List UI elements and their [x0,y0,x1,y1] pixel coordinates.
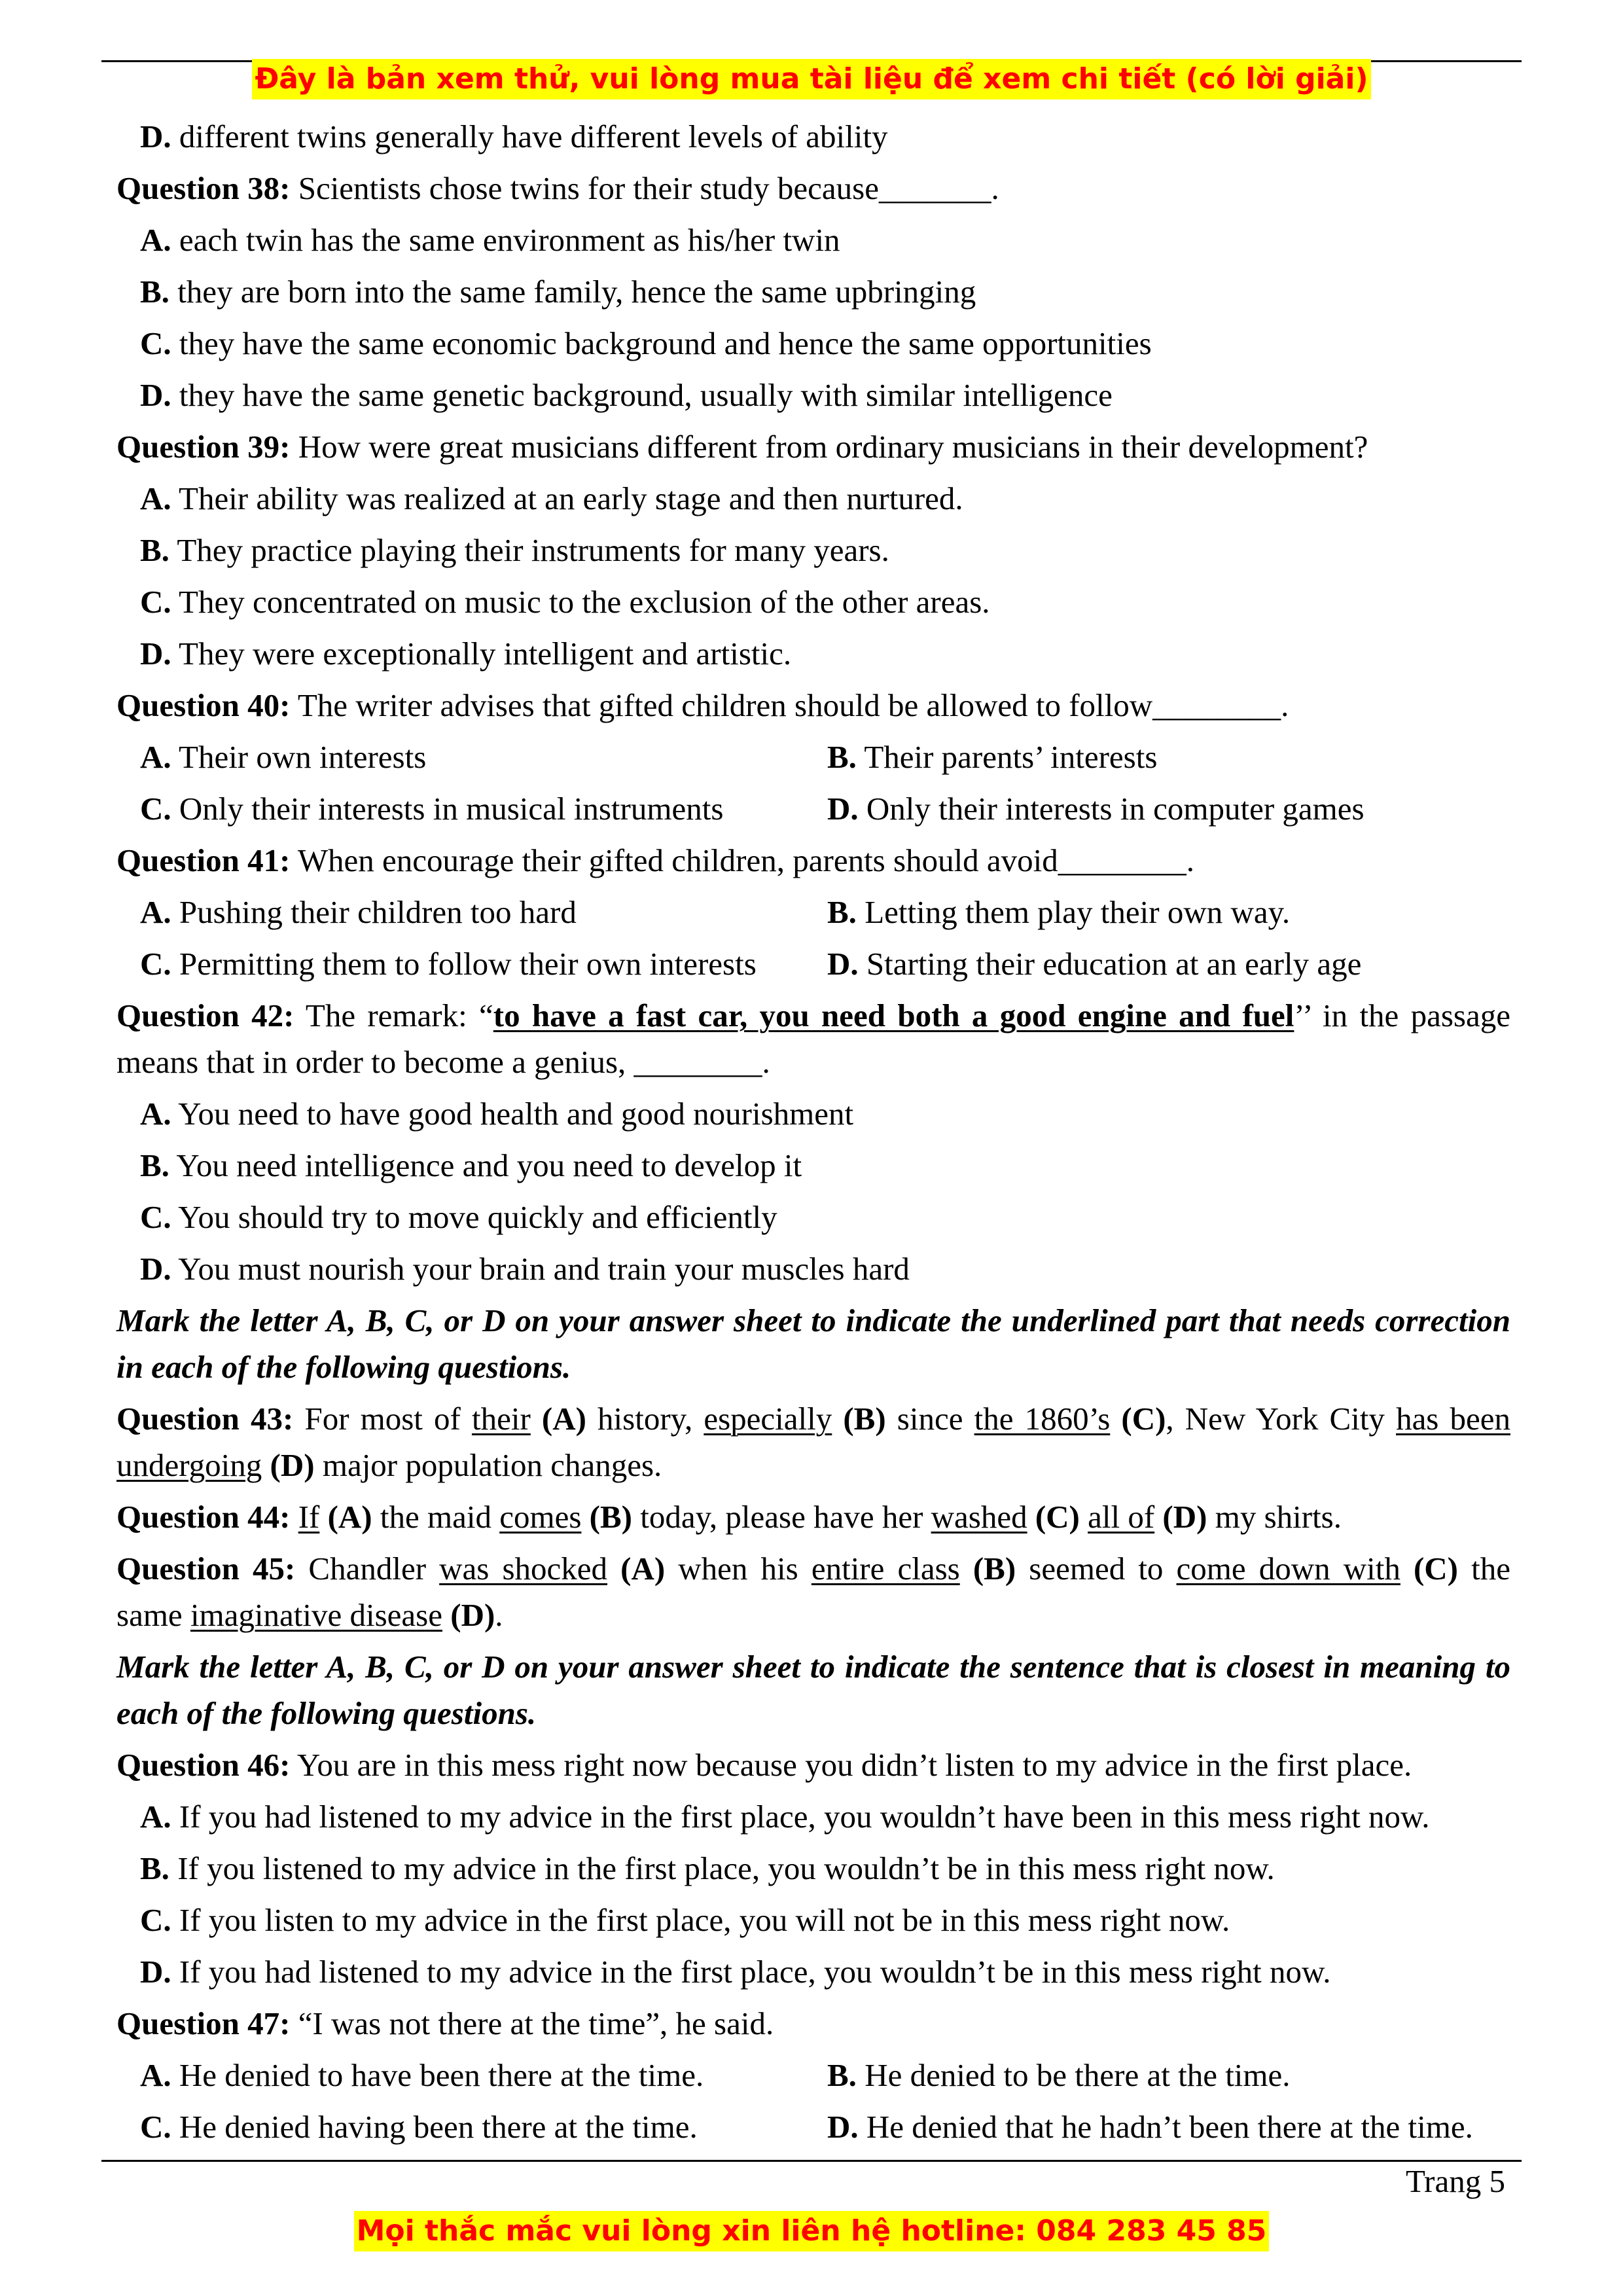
q47-option-c: C. He denied having been there at the time. [140,2109,698,2145]
q45-part-a: was shocked [439,1551,608,1587]
q38-stem: Question 38: Scientists chose twins for their study because_______. [116,170,999,206]
q44-part-b: comes [499,1499,582,1535]
q39-option-a: A. Their ability was realized at an early stage and then nurtured. [140,480,963,516]
q45-part-b: entire class [811,1551,960,1587]
q44-part-a: If [298,1499,320,1535]
q42-option-c: C. You should try to move quickly and efficiently [140,1199,777,1235]
q42-option-d: D. You must nourish your brain and train your muscles hard [140,1251,910,1287]
q38-option-c: C. they have the same economic background and hence the same opportunities [140,325,1152,361]
q46-stem: Question 46: You are in this mess right now because you didn’t listen to my advice in the first place. [116,1747,1412,1783]
q44-part-c: washed [931,1499,1027,1535]
q39-stem: Question 39: How were great musicians different from ordinary musicians in their development? [116,429,1368,465]
q40-option-d: D. Only their interests in computer games [827,791,1364,827]
preview-banner-wrap [0,59,1623,99]
q38-option-b: B. they are born into the same family, hence the same upbringing [140,274,976,310]
q45-line1: Question 45: Chandler was shocked (A) when his entire class (B) seemed to come down with (C) the [116,1551,1510,1587]
q41-option-c: C. Permitting them to follow their own interests [140,946,757,982]
footer-rule [101,2160,1522,2162]
q45-line2: same imaginative disease (D). [116,1597,503,1633]
q41-option-d: D. Starting their education at an early age [827,946,1362,982]
q41-stem: Question 41: When encourage their gifted children, parents should avoid________. [116,842,1195,878]
q47-option-d: D. He denied that he hadn’t been there at the time. [827,2109,1473,2145]
q45-part-c: come down with [1176,1551,1400,1587]
q38-option-d: D. they have the same genetic background, usually with similar intelligence [140,377,1113,413]
q39-option-d: D. They were exceptionally intelligent and artistic. [140,636,792,672]
hotline-notice: Mọi thắc mắc vui lòng xin liên hệ hotline: 084 283 45 85 [354,2211,1270,2251]
q40-option-b: B. Their parents’ interests [827,739,1158,775]
q47-stem: Question 47: “I was not there at the time”, he said. [116,2005,774,2041]
q43-line1: Question 43: For most of their (A) history, especially (B) since the 1860’s (C), New York City has been [116,1401,1510,1437]
instruction-meaning-line1: Mark the letter A, B, C, or D on your answer sheet to indicate the sentence that is closest in meaning to [116,1649,1510,1685]
q42-option-a: A. You need to have good health and good nourishment [140,1096,854,1132]
q47-option-a: A. He denied to have been there at the time. [140,2057,704,2093]
q42-stem: Question 42: The remark: “to have a fast car, you need both a good engine and fuel’’ in the passage [116,997,1510,1033]
q46-option-a: A. If you had listened to my advice in the first place, you wouldn’t have been in this mess right now. [140,1799,1430,1835]
q43-part-b: especially [704,1401,832,1437]
q43-line2: undergoing (D) major population changes. [116,1447,662,1483]
q38-option-a: A. each twin has the same environment as his/her twin [140,222,840,258]
q44-part-d: all of [1088,1499,1155,1535]
q43-part-d-1: has been [1396,1401,1510,1437]
preview-notice: Đây là bản xem thử, vui lòng mua tài liệu để xem chi tiết (có lời giải) [252,59,1370,99]
q40-option-a: A. Their own interests [140,739,427,775]
q45-part-d: imaginative disease [190,1597,442,1633]
hotline-banner-wrap [0,2211,1623,2251]
instruction-error-id-line2: in each of the following questions. [116,1349,571,1385]
q47-option-b: B. He denied to be there at the time. [827,2057,1291,2093]
q43-part-d-2: undergoing [116,1447,262,1483]
q44-line: Question 44: If (A) the maid comes (B) today, please have her washed (C) all of (D) my shirts. [116,1499,1342,1535]
q39-option-b: B. They practice playing their instruments for many years. [140,532,889,568]
instruction-error-id-line1: Mark the letter A, B, C, or D on your answer sheet to indicate the underlined part that needs correction [116,1302,1510,1338]
q41-option-b: B. Letting them play their own way. [827,894,1291,930]
q42-stem-line2: means that in order to become a genius, ________. [116,1044,770,1080]
q40-option-c: C. Only their interests in musical instruments [140,791,724,827]
instruction-meaning-line2: each of the following questions. [116,1695,537,1731]
q43-part-c: the 1860’s [974,1401,1111,1437]
page-number: Trang 5 [1405,2163,1505,2199]
q42-option-b: B. You need intelligence and you need to develop it [140,1147,802,1183]
q42-quote: to have a fast car, you need both a good engine and fuel [493,997,1294,1033]
q40-stem: Question 40: The writer advises that gifted children should be allowed to follow________. [116,687,1289,723]
q46-option-b: B. If you listened to my advice in the first place, you wouldn’t be in this mess right now. [140,1850,1275,1886]
q41-option-a: A. Pushing their children too hard [140,894,577,930]
q46-option-d: D. If you had listened to my advice in the first place, you wouldn’t be in this mess right now. [140,1954,1331,1990]
q46-option-c: C. If you listen to my advice in the first place, you will not be in this mess right now. [140,1902,1230,1938]
q39-option-c: C. They concentrated on music to the exclusion of the other areas. [140,584,990,620]
q43-part-a: their [471,1401,531,1437]
q37-option-d: D. different twins generally have different levels of ability [140,118,888,154]
